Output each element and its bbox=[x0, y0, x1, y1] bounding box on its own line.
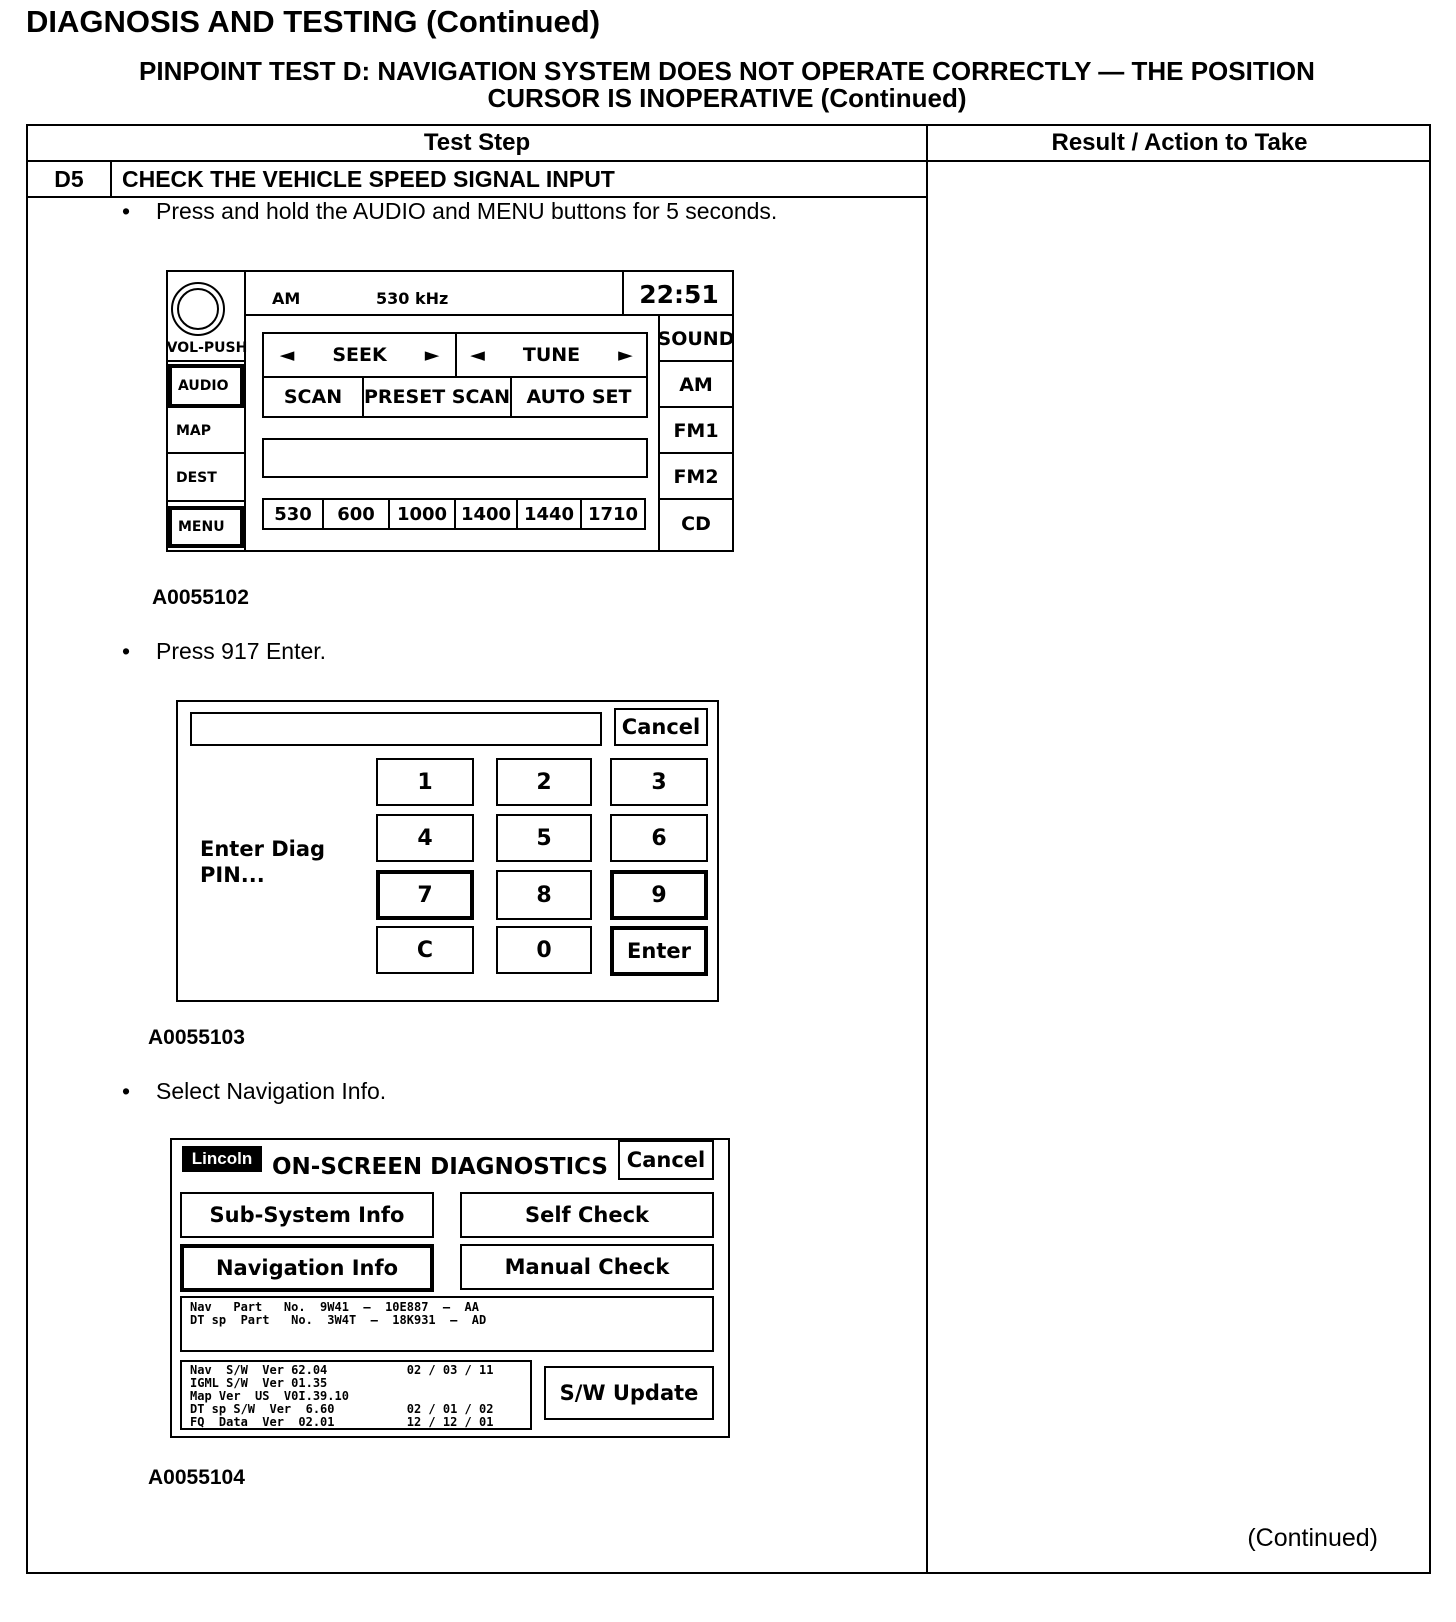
volume-label: VOL-PUSH bbox=[166, 340, 248, 356]
pin-prompt bbox=[200, 836, 325, 888]
version-line: Nav S/W Ver 62.04 02 / 03 / 11 bbox=[190, 1363, 494, 1377]
self-check-button[interactable]: Self Check bbox=[460, 1192, 714, 1238]
fm2-button[interactable]: FM2 bbox=[660, 456, 732, 500]
key-clear[interactable]: C bbox=[376, 926, 474, 974]
pin-prompt-line-1: Enter Diag bbox=[200, 837, 326, 861]
software-update-button[interactable]: S/W Update bbox=[544, 1366, 714, 1420]
pinpoint-test-title bbox=[26, 58, 1428, 112]
menu-button[interactable]: MENU bbox=[168, 506, 244, 548]
key-4[interactable]: 4 bbox=[376, 814, 474, 862]
bullet-icon: • bbox=[122, 638, 131, 664]
preset-button[interactable]: 600 bbox=[324, 500, 390, 528]
figure-id: A0055102 bbox=[152, 586, 249, 609]
auto-set-button[interactable]: AUTO SET bbox=[526, 386, 632, 408]
software-version-panel bbox=[180, 1360, 532, 1430]
step-id: D5 bbox=[54, 166, 84, 192]
frequency-display: 530 kHz bbox=[376, 288, 449, 308]
diagnostics-title: ON-SCREEN DIAGNOSTICS bbox=[272, 1154, 608, 1180]
part-number-panel bbox=[180, 1296, 714, 1352]
bullet-icon: • bbox=[122, 1078, 131, 1104]
seek-down-icon[interactable]: ◄ bbox=[279, 344, 295, 366]
dest-button[interactable]: DEST bbox=[168, 456, 246, 502]
subtitle-line-1: PINPOINT TEST D: NAVIGATION SYSTEM DOES NOT OPERATE CORRECTLY — THE POSITION bbox=[139, 56, 1315, 86]
key-3[interactable]: 3 bbox=[610, 758, 708, 806]
part-number-line: DT sp Part No. 3W4T – 18K931 – AD bbox=[190, 1313, 487, 1327]
diag-pin-screen-figure bbox=[176, 700, 719, 1002]
am-button[interactable]: AM bbox=[660, 364, 732, 408]
preset-button[interactable]: 530 bbox=[264, 500, 324, 528]
key-6[interactable]: 6 bbox=[610, 814, 708, 862]
cancel-button[interactable]: Cancel bbox=[614, 708, 708, 746]
manual-check-button[interactable]: Manual Check bbox=[460, 1244, 714, 1290]
version-line: DT sp S/W Ver 6.60 02 / 01 / 02 bbox=[190, 1402, 494, 1416]
bullet-text: Select Navigation Info. bbox=[156, 1078, 387, 1104]
audio-screen-figure bbox=[166, 270, 734, 552]
bullet-text: Press and hold the AUDIO and MENU buttons for 5 seconds. bbox=[156, 198, 778, 224]
page-title: DIAGNOSIS AND TESTING (Continued) bbox=[26, 4, 601, 39]
fm1-button[interactable]: FM1 bbox=[660, 410, 732, 454]
tune-label: TUNE bbox=[522, 344, 581, 366]
bullet-text: Press 917 Enter. bbox=[156, 638, 327, 664]
divider bbox=[168, 360, 246, 362]
column-header-result: Result / Action to Take bbox=[1051, 129, 1308, 156]
version-line: FQ Data Ver 02.01 12 / 12 / 01 bbox=[190, 1415, 494, 1429]
band-indicator: AM bbox=[272, 288, 301, 308]
version-line: Map Ver US V0I.39.10 bbox=[190, 1389, 349, 1403]
sub-system-info-button[interactable]: Sub-System Info bbox=[180, 1192, 434, 1238]
map-button[interactable]: MAP bbox=[168, 410, 246, 454]
column-header-test-step: Test Step bbox=[423, 129, 531, 156]
continued-note: (Continued) bbox=[1247, 1524, 1378, 1552]
key-9[interactable]: 9 bbox=[610, 870, 708, 920]
sound-button[interactable]: SOUND bbox=[660, 318, 732, 362]
seek-button[interactable] bbox=[264, 334, 457, 376]
figure-id: A0055104 bbox=[148, 1466, 245, 1489]
figure-id: A0055103 bbox=[148, 1026, 245, 1049]
lincoln-logo: Lincoln bbox=[182, 1146, 262, 1172]
preset-button[interactable]: 1000 bbox=[390, 500, 456, 528]
column-divider bbox=[926, 126, 928, 1572]
scan-button[interactable]: SCAN bbox=[264, 378, 364, 416]
pin-entry-field[interactable] bbox=[190, 712, 602, 746]
version-line: IGML S/W Ver 01.35 bbox=[190, 1376, 328, 1390]
cd-button[interactable]: CD bbox=[681, 513, 711, 535]
step-id-divider bbox=[110, 160, 112, 198]
preset-button[interactable]: 1440 bbox=[518, 500, 582, 528]
part-number-line: Nav Part No. 9W41 – 10E887 – AA bbox=[190, 1300, 479, 1314]
key-0[interactable]: 0 bbox=[496, 926, 592, 974]
preset-button[interactable]: 1400 bbox=[456, 500, 518, 528]
tune-button[interactable] bbox=[457, 334, 646, 376]
seek-up-icon[interactable]: ► bbox=[424, 344, 440, 366]
step-title: CHECK THE VEHICLE SPEED SIGNAL INPUT bbox=[122, 166, 615, 192]
seek-label: SEEK bbox=[332, 344, 387, 366]
tune-down-icon[interactable]: ◄ bbox=[470, 344, 485, 366]
cancel-button[interactable]: Cancel bbox=[618, 1140, 714, 1180]
radio-text-display bbox=[262, 438, 648, 478]
on-screen-diagnostics-figure bbox=[170, 1138, 730, 1438]
bullet-icon: • bbox=[122, 198, 131, 224]
navigation-info-button[interactable]: Navigation Info bbox=[180, 1244, 434, 1292]
preset-scan-button[interactable]: PRESET SCAN bbox=[364, 378, 512, 416]
clock-display: 22:51 bbox=[622, 272, 734, 316]
audio-button[interactable]: AUDIO bbox=[168, 364, 244, 408]
tune-up-icon[interactable]: ► bbox=[618, 344, 633, 366]
enter-button[interactable]: Enter bbox=[610, 926, 708, 976]
preset-button[interactable]: 1710 bbox=[587, 503, 639, 525]
key-2[interactable]: 2 bbox=[496, 758, 592, 806]
subtitle-line-2: CURSOR IS INOPERATIVE (Continued) bbox=[487, 83, 967, 113]
volume-knob-icon[interactable] bbox=[171, 282, 225, 336]
pin-prompt-line-2: PIN... bbox=[200, 863, 265, 887]
key-7[interactable]: 7 bbox=[376, 870, 474, 920]
key-1[interactable]: 1 bbox=[376, 758, 474, 806]
key-5[interactable]: 5 bbox=[496, 814, 592, 862]
key-8[interactable]: 8 bbox=[496, 870, 592, 920]
